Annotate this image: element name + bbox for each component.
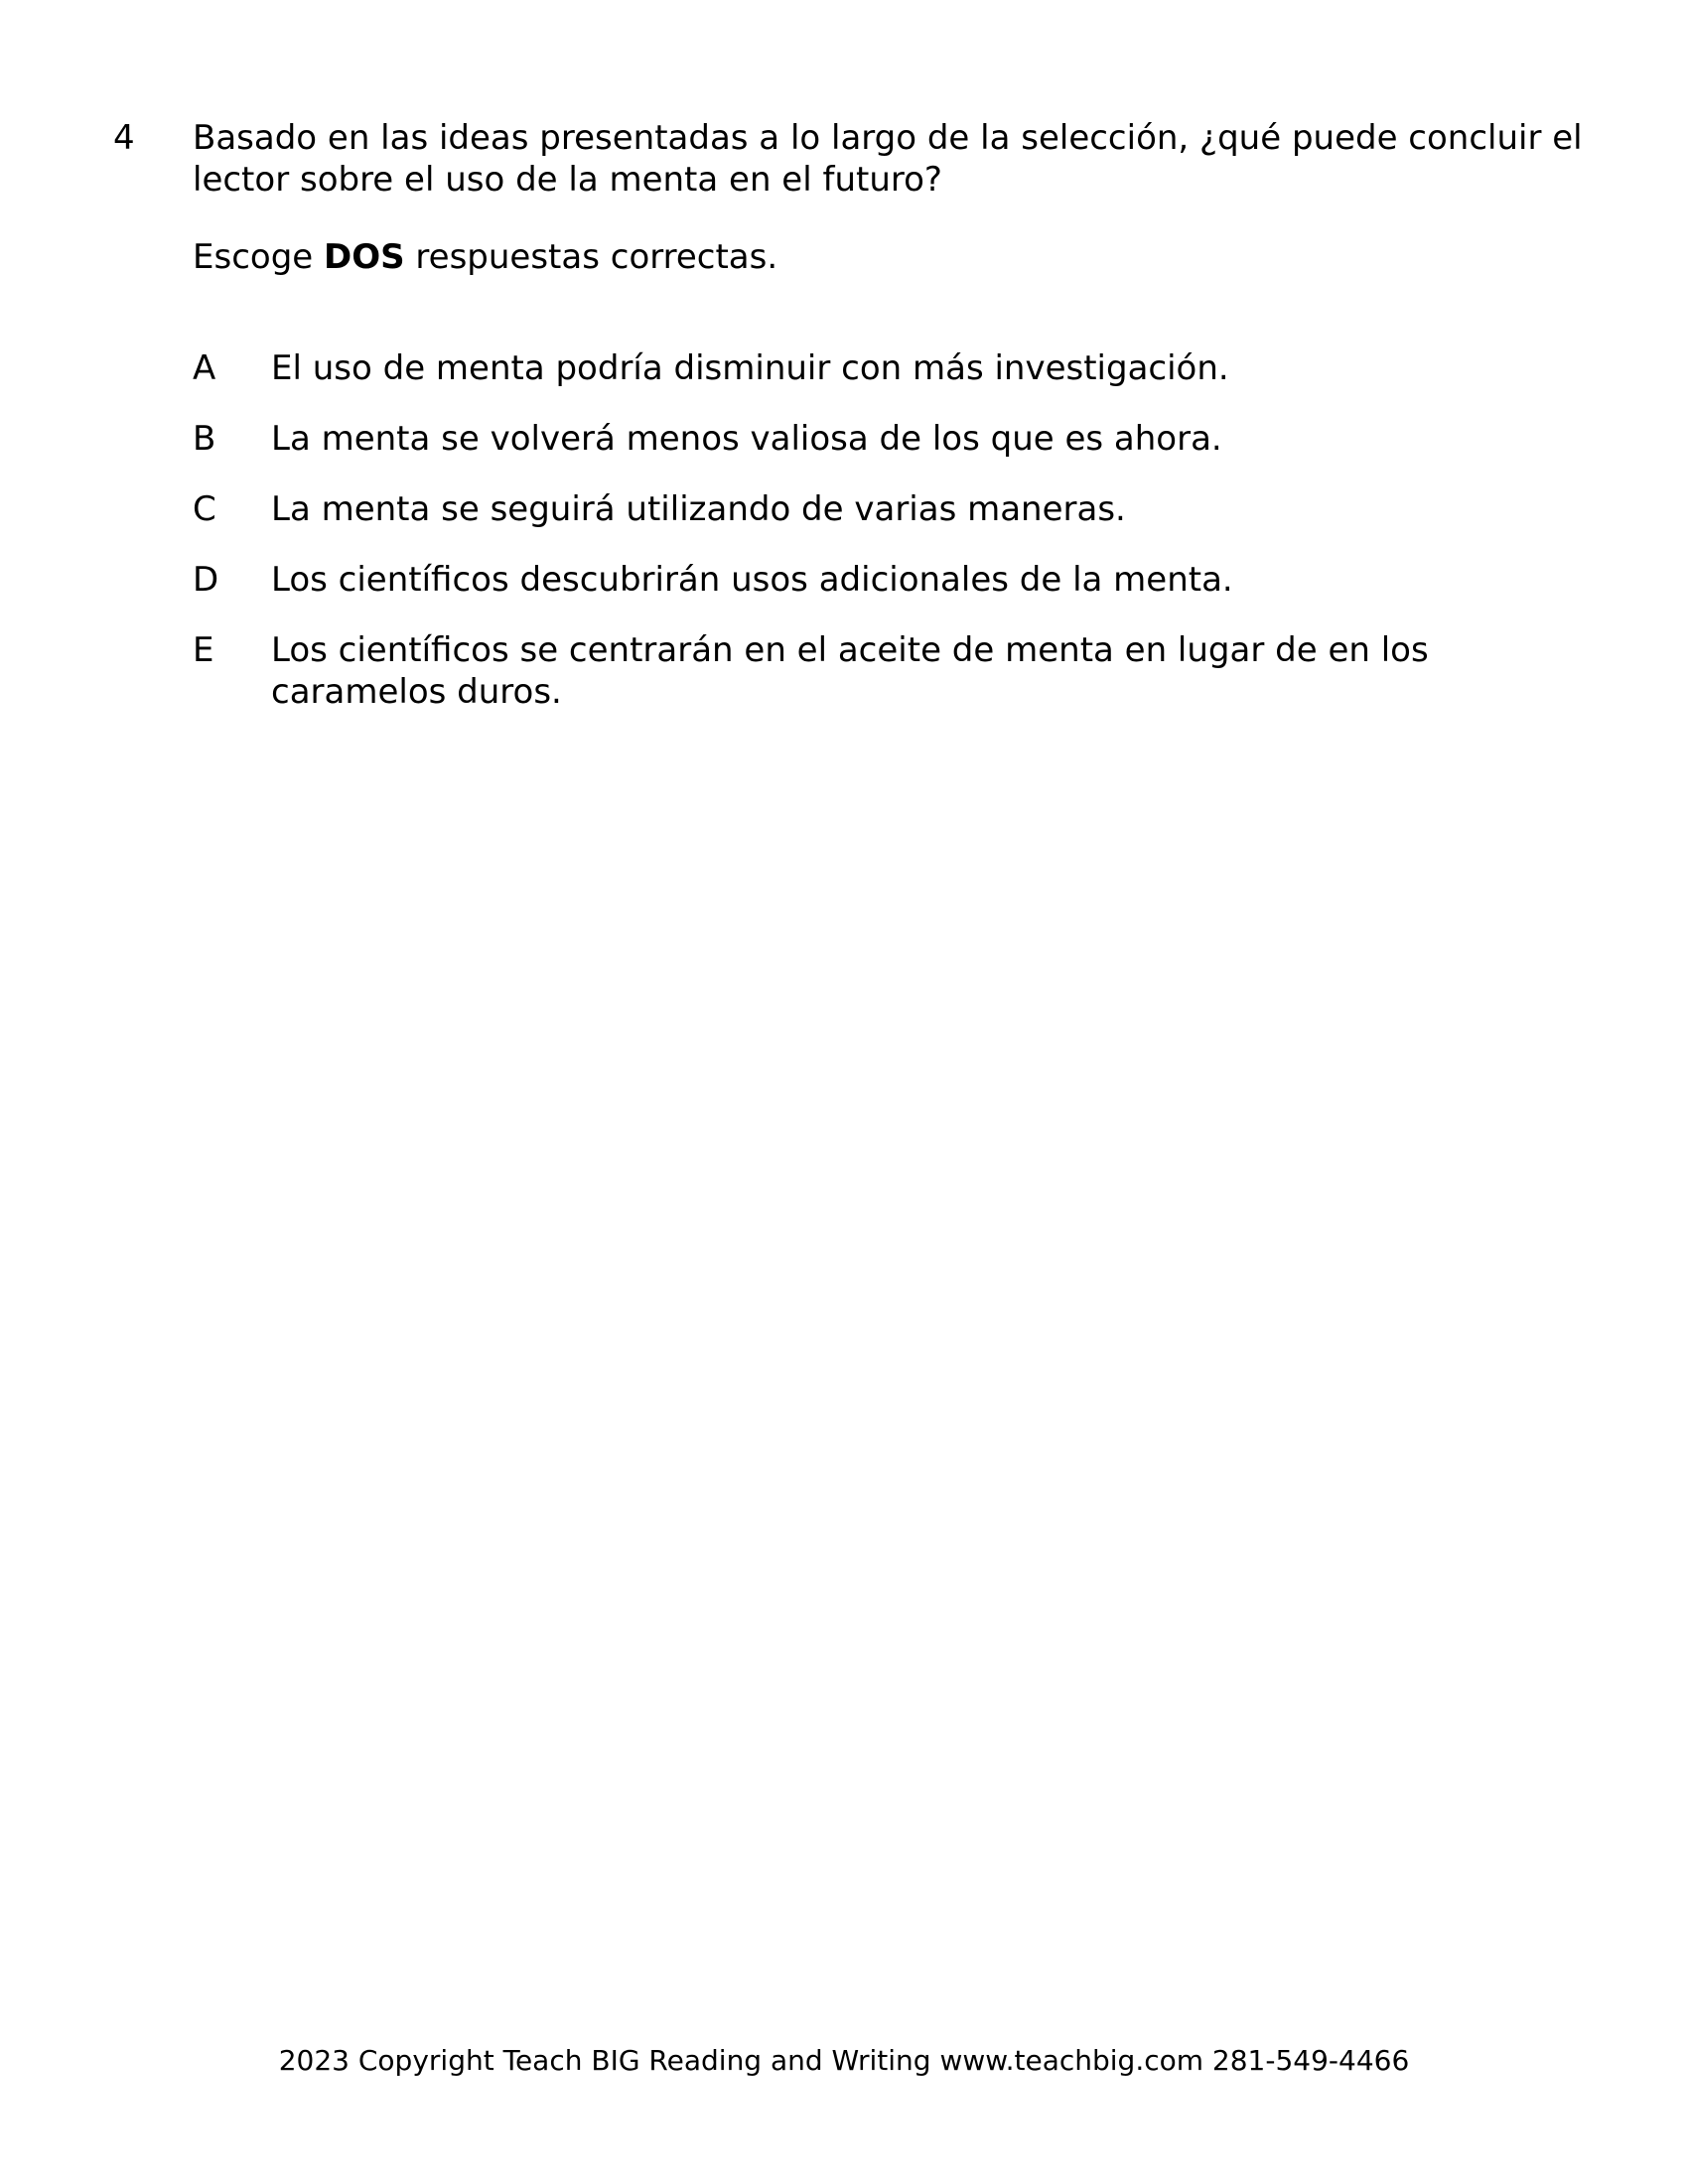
instruction-prefix: Escoge: [193, 237, 324, 277]
option-letter: D: [193, 560, 219, 600]
instruction: [193, 236, 777, 278]
copyright-footer: 2023 Copyright Teach BIG Reading and Writing www.teachbig.com 281-549-4466: [278, 2044, 1410, 2077]
question-number: 4: [113, 118, 135, 158]
answer-option-e[interactable]: [193, 629, 1483, 713]
answer-option-a[interactable]: [193, 347, 1483, 389]
answer-option-c[interactable]: [193, 488, 1483, 530]
answer-option-b[interactable]: [193, 418, 1483, 460]
option-text: Los científicos descubrirán usos adicionales de la menta.: [271, 560, 1233, 600]
option-text: La menta se seguirá utilizando de varias maneras.: [271, 489, 1126, 529]
answer-options: [193, 347, 1483, 742]
option-letter: A: [193, 348, 216, 388]
question-text: Basado en las ideas presentadas a lo largo de la selección, ¿qué puede concluir el lector sobre el uso de la menta en el futuro?: [193, 118, 1583, 200]
instruction-suffix: respuestas correctas.: [404, 237, 778, 277]
option-letter: B: [193, 419, 216, 459]
option-text: El uso de menta podría disminuir con más investigación.: [271, 348, 1229, 388]
instruction-emphasis: DOS: [324, 237, 405, 277]
option-text: Los científicos se centrarán en el aceite de menta en lugar de en los caramelos duros.: [271, 630, 1429, 712]
option-text: La menta se volverá menos valiosa de los que es ahora.: [271, 419, 1222, 459]
option-letter: E: [193, 630, 214, 670]
option-letter: C: [193, 489, 216, 529]
answer-option-d[interactable]: [193, 559, 1483, 601]
